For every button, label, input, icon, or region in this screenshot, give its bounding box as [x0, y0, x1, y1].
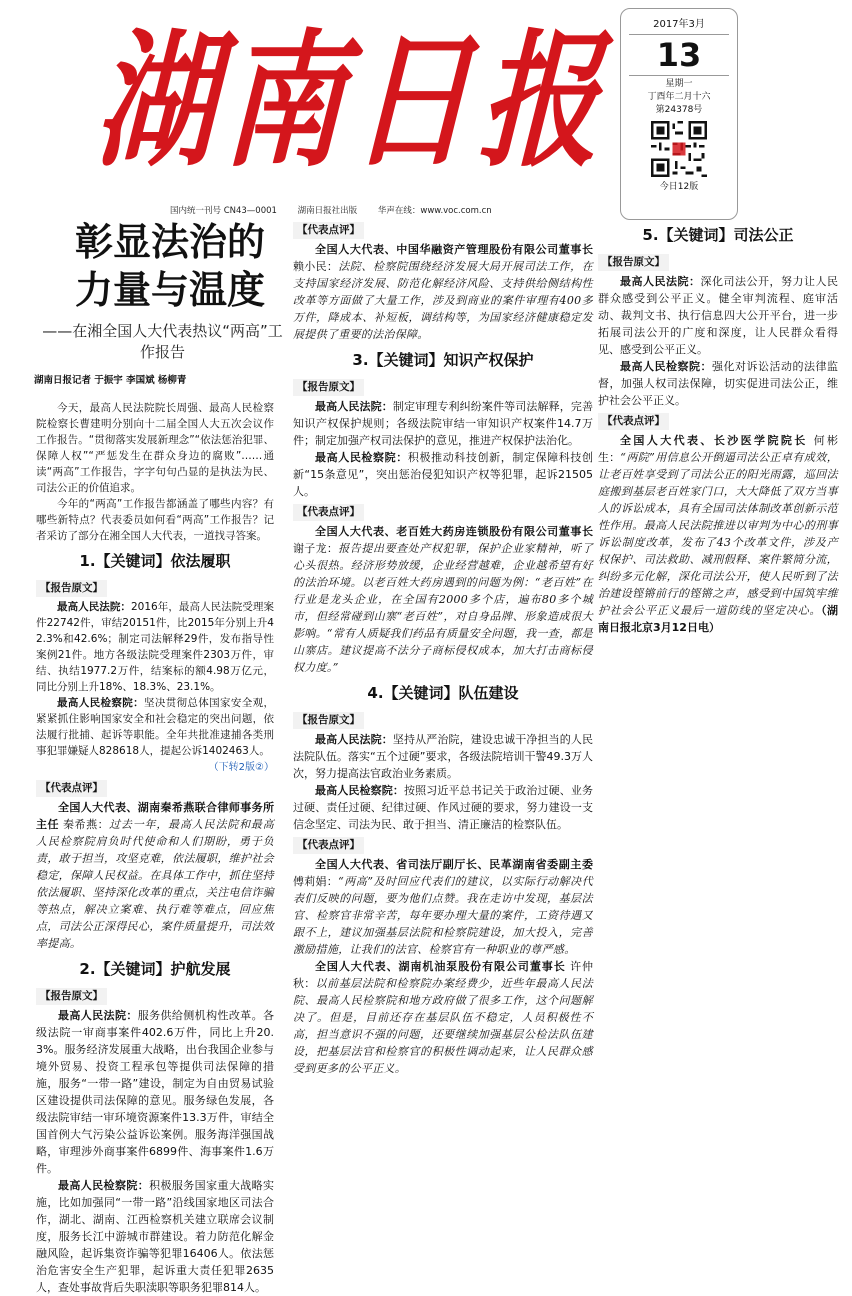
section-3-heading: 3.【关键词】知识产权保护 [352, 351, 534, 369]
weekday: 星期一 [665, 79, 693, 89]
s2-proc-label: 最高人民检察院： [58, 1179, 150, 1192]
s3-court-label: 最高人民法院： [315, 400, 393, 413]
meta-issn: 国内统一刊号 CN43—0001 [170, 206, 277, 216]
s2-proc-paragraph [36, 1177, 274, 1296]
s1-rep-paragraph [36, 799, 274, 952]
s2-rep-label: 全国人大代表、中国华融资产管理股份有限公司董事长 [315, 243, 593, 256]
s1-court-text: 2016年，最高人民法院受理案件22742件，审结20151件，比2015年分别上升42.3%和42.6%；制定司法解释29件，发布指导性案例21件。地方各级法院受理案件2303万件，审结、执结1977.2万件，结案标的额4.98万亿元，同比分别上升18%、18.3%、23.1%。 [36, 601, 274, 693]
comment-tag: 【代表点评】 [293, 837, 364, 854]
s1-rep-text: 过去一年，最高人民法院和最高人民检察院肩负时代使命和人们期盼，勇于负责，敢于担当，攻坚克难，依法履职，维护社会稳定，保障人民权益。在具体工作中，抓住坚持依法履职、坚持深化改革的重点，关注电信诈骗等热点，解决立案难、执行难等难点，回应焦点，司法公正深得民心，案件质量提升，司法效率提高。 [36, 818, 275, 950]
headline-line-1: 彰显法治的 [74, 220, 265, 264]
s3-rep-paragraph [293, 523, 593, 676]
section-5-heading: 5.【关键词】司法公正 [642, 226, 794, 244]
headline-line-2: 力量与温度 [74, 268, 265, 312]
s1-proc-label: 最高人民检察院： [57, 697, 144, 709]
s5-rep-text: “两院”用信息公开倒逼司法公正卓有成效，让老百姓享受到了司法公正的阳光雨露，巡回法庭搬到基层老百姓家门口，大大降低了双方当事人的诉讼成本，具有全国司法体制改革创新示范性作用。最高人民法院推进以审判为中心的刑事诉讼制度改革，发布了43个改革文件，涉及产权保护、司法救助、减刑假释、案件繁简分流，纠纷多元化解，深化司法公开，使人民听到了法治建设铿锵前行的铿锵之声，感受到中国筑牢维护社会公平正义最后一道防线的坚定决心。 [598, 451, 838, 617]
s4-court-label: 最高人民法院： [315, 733, 393, 746]
s4-rep2-label: 全国人大代表、湖南机油泵股份有限公司董事长 [315, 960, 566, 973]
s2-court-paragraph [36, 1007, 274, 1177]
date-box [620, 8, 738, 220]
s1-proc-paragraph [36, 695, 274, 759]
report-tag: 【报告原文】 [598, 254, 669, 271]
masthead-title: 湖南日报 [84, 15, 640, 188]
section-4-heading: 4.【关键词】队伍建设 [367, 684, 519, 702]
s3-court-paragraph [293, 398, 593, 449]
comment-tag: 【代表点评】 [293, 504, 364, 521]
comment-tag: 【代表点评】 [598, 413, 669, 430]
meta-website: 华声在线：www.voc.com.cn [377, 206, 492, 216]
s2-proc-text: 积极服务国家重大战略实施，比如加强同“一带一路”沿线国家地区司法合作，湖北、湖南、江西检察机关建立联席会议制度，服务长江中游城市群建设。着力防范化解金融风险，起诉集资诈骗等犯罪16406人。依法惩治危害安全生产犯罪，起诉重大责任犯罪2635人，查处事故背后失职渎职等职务犯罪814人。 [36, 1179, 275, 1294]
s5-rep-name: 何彬生： [598, 434, 838, 464]
masthead-logo [84, 4, 640, 200]
s1-proc-text: 坚决贯彻总体国家安全观，紧紧抓住影响国家安全和社会稳定的突出问题，依法履行批捕、起诉等职能。全年共批准逮捕各类刑事犯罪嫌疑人828618人，提起公诉1402463人。 [36, 697, 275, 757]
s4-rep2-text: 以前基层法院和检察院办案经费少，近些年最高人民法院、最高人民检察院和地方政府做了很多工作，这个问题解决了。但是，目前还存在基层队伍不稳定，人员积极性不高，担当意识不强的问题，还要继续加强基层公检法队伍建设，把基层法官和检察官的积极性调动起来，让人民群众感受到更多的公平正义。 [293, 977, 593, 1075]
s5-rep-label: 全国人大代表、长沙医学院院长 [620, 434, 808, 447]
s4-proc-paragraph [293, 782, 593, 833]
report-tag: 【报告原文】 [36, 988, 107, 1005]
pages-today: 今日12版 [659, 182, 699, 192]
s2-rep-text: 法院、检察院围绕经济发展大局开展司法工作，在支持国家经济发展、防范化解经济风险、支持供给侧结构性改革等方面做了大量工作，涉及到商业的案件审理有400多万件，降成本、补短板，调结构等，为国家经济健康稳定发展提供了重要的法治保障。 [293, 260, 593, 341]
lead-paragraph-2: 今年的“两高”工作报告都涵盖了哪些内容？有哪些新特点？代表委员如何看“两高”工作报告？记者采访了部分在湘全国人大代表，一道找寻答案。 [36, 498, 274, 542]
s3-court-text: 制定审理专利纠纷案件等司法解释，完善知识产权保护规则；各级法院审结一审知识产权案件14.7万件；制定加强产权司法保护的意见，推进产权保护法治化。 [293, 400, 593, 447]
date-day: 13 [629, 34, 729, 76]
s1-rep-name: 秦希燕： [63, 818, 110, 831]
s2-court-text: 服务供给侧机构性改革。各级法院一审商事案件402.6万件，同比上升20.3%。服务经济发展重大战略，出台我国企业参与境外贸易、投资工程承包等提供司法保障的措施，服务“一带一路”建设，制定为自由贸易试验区建设提供司法保障的意见。服务绿色发展，各级法院审结一审环境资源案件13.3万件，审结全国首例大气污染公益诉讼案例。服务海洋强国战略，审理涉外商事案件6899件、海事案件1.6万件。 [36, 1009, 275, 1175]
s4-rep2-paragraph [293, 958, 593, 1077]
s4-rep1-text: “两高”及时回应代表们的建议，以实际行动解决代表们反映的问题，要为他们点赞。我在走访中发现，基层法官、检察官非常辛苦，每年要办理大量的案件，工资待遇又跟不上，建议加强基层法院和检察院建设，加大投入，完善激励措施，让我们的法官、检察官有一种职业的尊严感。 [293, 875, 593, 956]
dateline: （湖南日报北京3月12日电） [598, 604, 839, 634]
qr-code-icon [651, 121, 707, 177]
s4-court-paragraph [293, 731, 593, 782]
s4-rep1-label: 全国人大代表、省司法厅副厅长、民革湖南省委副主委 [315, 858, 593, 871]
s3-proc-paragraph [293, 449, 593, 500]
column-3 [598, 218, 838, 636]
s3-rep-name: 谢子龙： [293, 542, 339, 555]
issue-number: 第24378号 [655, 105, 703, 115]
s4-proc-text: 按照习近平总书记关于政治过硬、业务过硬、责任过硬、纪律过硬、作风过硬的要求，努力建设一支信念坚定、司法为民、敢于担当、清正廉洁的检察队伍。 [293, 784, 593, 831]
section-1-heading: 1.【关键词】依法履职 [79, 552, 231, 570]
date-year-month: 2017年3月 [653, 19, 705, 30]
s4-proc-label: 最高人民检察院： [315, 784, 404, 797]
s2-rep-name: 赖小民： [293, 260, 339, 273]
comment-tag: 【代表点评】 [36, 780, 107, 797]
s4-rep1-name: 傅莉娟： [293, 875, 339, 888]
column-1 [36, 400, 274, 1296]
s5-court-label: 最高人民法院： [620, 275, 701, 288]
lead-paragraph-1: 今天，最高人民法院院长周强、最高人民检察院检察长曹建明分别向十二届全国人大五次会议作工作报告。“贯彻落实发展新理念”“依法惩治犯罪、保障人权”“严惩发生在群众身边的腐败”……通读“两高”工作报告，字字句句凸显的是执法为民、司法公正的价值追求。 [36, 402, 274, 494]
column-2 [293, 218, 593, 1077]
s4-court-text: 坚持从严治院，建设忠诚干净担当的人民法院队伍。落实“五个过硬”要求，各级法院培训干警49.3万人次，努力提高法官政治业务素质。 [293, 733, 593, 780]
s3-rep-label: 全国人大代表、老百姓大药房连锁股份有限公司董事长 [315, 525, 593, 538]
subheadline: ——在湘全国人大代表热议“两高”工作报告 [42, 322, 283, 361]
s1-court-label: 最高人民法院： [57, 601, 131, 613]
comment-tag: 【代表点评】 [293, 222, 364, 239]
s3-rep-text: 报告提出要查处产权犯罪，保护企业家精神，听了心头很热。经济形势放缓，企业经营越难，企业越希望有好的法治环境。以老百姓大药房遇到的问题为例：“老百姓”在行业是龙头企业，在全国有2000多个店，遍布80多个城市，但经常碰到山寨“老百姓”，对自身品牌、形象造成很大影响。“常有人质疑我们药品有质量安全问题，我一查，都是山寨店。建议提高不法分子商标侵权成本，加大打击商标侵权力度。” [293, 542, 593, 674]
s5-court-text: 深化司法公开，努力让人民群众感受到公平正义。健全审判流程、庭审活动、裁判文书、执行信息四大公开平台，进一步拓展司法公开的广度和深度，让人民群众看得见、感受到公平正义。 [598, 275, 838, 356]
s2-rep-paragraph [293, 241, 593, 343]
lunar-date: 丁酉年二月十六 [647, 92, 711, 102]
s5-proc-paragraph [598, 358, 838, 409]
s4-rep1-paragraph [293, 856, 593, 958]
s3-proc-text: 积极推动科技创新，制定保障科技创新“15条意见”，突出惩治侵犯知识产权等犯罪，起诉21505人。 [293, 451, 594, 498]
masthead-meta [170, 204, 610, 216]
report-tag: 【报告原文】 [293, 712, 364, 729]
report-tag: 【报告原文】 [36, 580, 107, 597]
s4-rep2-name: 许仲秋： [293, 960, 594, 990]
s2-court-label: 最高人民法院： [58, 1009, 138, 1022]
s5-proc-text: 强化对诉讼活动的法律监督，加强人权司法保障，切实促进司法公正，维护社会公平正义。 [598, 360, 838, 407]
s5-proc-label: 最高人民检察院： [620, 360, 712, 373]
section-2-heading: 2.【关键词】护航发展 [79, 960, 231, 978]
s5-court-paragraph [598, 273, 838, 358]
headline [60, 218, 280, 314]
s1-court-paragraph [36, 599, 274, 695]
byline: 湖南日报记者 于振宇 李国斌 杨柳青 [34, 375, 187, 386]
continue-link[interactable]: （下转2版②） [208, 762, 274, 773]
report-tag: 【报告原文】 [293, 379, 364, 396]
s3-proc-label: 最高人民检察院： [315, 451, 408, 464]
s1-rep-label: 全国人大代表、湖南秦希燕联合律师事务所主任 [36, 801, 274, 831]
meta-publisher: 湖南日报社出版 [297, 206, 358, 216]
s5-rep-paragraph [598, 432, 838, 636]
